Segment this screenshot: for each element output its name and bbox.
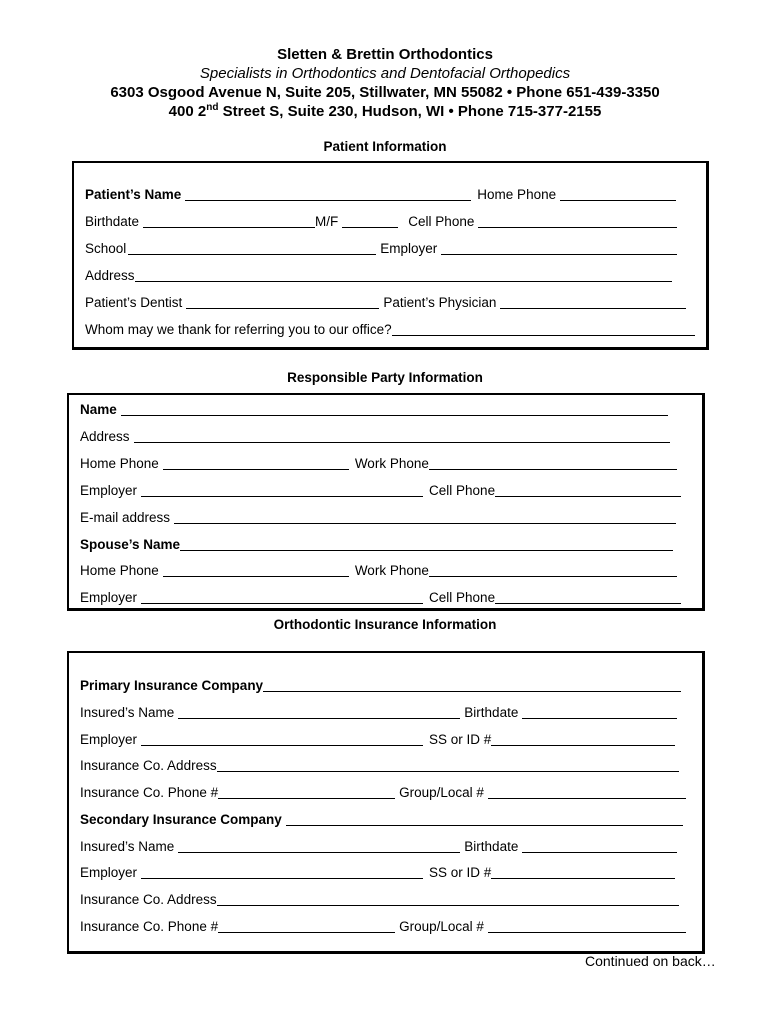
spouse-home-phone-label: Home Phone xyxy=(80,563,159,578)
primary-company-field[interactable] xyxy=(263,680,681,692)
spouse-employer-label: Employer xyxy=(80,590,138,605)
rp-address-label: Address xyxy=(80,429,130,444)
spouse-name-row xyxy=(80,537,673,553)
physician-label: Patient’s Physician xyxy=(383,295,497,310)
patient-address-label: Address xyxy=(85,268,135,283)
patient-home-phone-field[interactable] xyxy=(560,189,676,201)
secondary-employer-field[interactable] xyxy=(141,867,423,879)
secondary-group-label: Group/Local # xyxy=(399,919,484,934)
physician-field[interactable] xyxy=(500,297,686,309)
secondary-group-field[interactable] xyxy=(488,921,686,933)
referral-field[interactable] xyxy=(392,324,695,336)
spouse-cell-phone-field[interactable] xyxy=(495,592,681,604)
secondary-insured-name-label: Insured’s Name xyxy=(80,839,175,854)
secondary-insured-name-field[interactable] xyxy=(178,841,460,853)
secondary-co-address-row xyxy=(80,892,679,908)
referral-label: Whom may we thank for referring you to our office? xyxy=(85,322,392,337)
birthdate-label: Birthdate xyxy=(85,214,140,229)
rp-home-phone-field[interactable] xyxy=(163,458,349,470)
primary-birthdate-field[interactable] xyxy=(522,707,677,719)
dentist-field[interactable] xyxy=(186,297,379,309)
rp-work-phone-label: Work Phone xyxy=(354,456,429,471)
secondary-co-phone-label: Insurance Co. Phone # xyxy=(80,919,219,934)
primary-co-phone-label: Insurance Co. Phone # xyxy=(80,785,219,800)
primary-employer-label: Employer xyxy=(80,732,138,747)
spouse-employer-row xyxy=(80,590,681,606)
secondary-company-field[interactable] xyxy=(286,814,683,826)
secondary-co-phone-row xyxy=(80,919,686,935)
rp-name-row xyxy=(80,402,668,418)
patient-birthdate-row xyxy=(85,214,677,230)
patient-employer-field[interactable] xyxy=(441,243,677,255)
primary-group-field[interactable] xyxy=(488,787,686,799)
secondary-company-label: Secondary Insurance Company xyxy=(80,812,282,827)
rp-employer-label: Employer xyxy=(80,483,138,498)
primary-company-label: Primary Insurance Company xyxy=(80,678,264,693)
patient-address-field[interactable] xyxy=(135,270,672,282)
rp-home-phone-label: Home Phone xyxy=(80,456,159,471)
secondary-ss-id-field[interactable] xyxy=(491,867,675,879)
insurance-title: Orthodontic Insurance Information xyxy=(273,617,497,632)
rp-email-field[interactable] xyxy=(174,512,676,524)
spouse-cell-phone-label: Cell Phone xyxy=(429,590,496,605)
hudson-address xyxy=(0,103,770,120)
spouse-employer-field[interactable] xyxy=(141,592,423,604)
secondary-ss-id-label: SS or ID # xyxy=(429,865,492,880)
patient-info-title: Patient Information xyxy=(323,139,447,154)
primary-co-address-field[interactable] xyxy=(217,760,679,772)
primary-co-address-row xyxy=(80,758,679,774)
rp-name-field[interactable] xyxy=(121,404,668,416)
secondary-birthdate-label: Birthdate xyxy=(464,839,519,854)
primary-insured-name-field[interactable] xyxy=(178,707,460,719)
primary-co-phone-row xyxy=(80,785,686,801)
insurance-box xyxy=(67,651,705,954)
rp-work-phone-field[interactable] xyxy=(429,458,677,470)
practice-name: Sletten & Brettin Orthodontics xyxy=(277,46,493,63)
patient-name-field[interactable] xyxy=(185,189,471,201)
birthdate-field[interactable] xyxy=(143,216,315,228)
rp-cell-phone-field[interactable] xyxy=(495,485,681,497)
secondary-employer-label: Employer xyxy=(80,865,138,880)
secondary-employer-row xyxy=(80,865,675,881)
rp-phone-row xyxy=(80,456,677,472)
rp-email-label: E-mail address xyxy=(80,510,171,525)
rp-employer-row xyxy=(80,483,681,499)
mf-field[interactable] xyxy=(342,216,398,228)
dentist-label: Patient’s Dentist xyxy=(85,295,183,310)
practice-tagline: Specialists in Orthodontics and Dentofacial Orthopedics xyxy=(199,65,571,82)
patient-cell-phone-field[interactable] xyxy=(478,216,677,228)
primary-group-label: Group/Local # xyxy=(399,785,484,800)
primary-employer-row xyxy=(80,732,675,748)
secondary-insured-row xyxy=(80,839,677,855)
responsible-party-title: Responsible Party Information xyxy=(287,370,483,385)
ordinal-suffix: nd xyxy=(206,102,219,113)
secondary-co-address-field[interactable] xyxy=(217,894,679,906)
primary-co-phone-field[interactable] xyxy=(218,787,395,799)
primary-birthdate-label: Birthdate xyxy=(464,705,519,720)
secondary-co-phone-field[interactable] xyxy=(218,921,395,933)
secondary-birthdate-field[interactable] xyxy=(522,841,677,853)
primary-ss-id-field[interactable] xyxy=(491,734,675,746)
secondary-co-address-label: Insurance Co. Address xyxy=(80,892,217,907)
patient-employer-label: Employer xyxy=(380,241,438,256)
patient-cell-phone-label: Cell Phone xyxy=(408,214,475,229)
spouse-work-phone-field[interactable] xyxy=(429,565,677,577)
hudson-address-rest: Street S, Suite 230, Hudson, WI • Phone 715-377-2155 xyxy=(218,103,602,120)
primary-insured-name-label: Insured’s Name xyxy=(80,705,175,720)
primary-ss-id-label: SS or ID # xyxy=(429,732,492,747)
spouse-work-phone-label: Work Phone xyxy=(354,563,429,578)
spouse-home-phone-field[interactable] xyxy=(163,565,349,577)
spouse-name-label: Spouse’s Name xyxy=(80,537,181,552)
primary-co-address-label: Insurance Co. Address xyxy=(80,758,217,773)
school-label: School xyxy=(85,241,127,256)
secondary-company-row xyxy=(80,812,683,828)
hudson-address-number: 400 2 xyxy=(168,103,207,120)
patient-address-row xyxy=(85,268,672,284)
primary-insured-row xyxy=(80,705,677,721)
patient-school-row xyxy=(85,241,677,257)
rp-address-row xyxy=(80,429,670,445)
mf-label: M/F xyxy=(315,214,339,229)
rp-cell-phone-label: Cell Phone xyxy=(429,483,496,498)
spouse-name-field[interactable] xyxy=(180,539,673,551)
referral-row xyxy=(85,322,695,338)
patient-dentist-row xyxy=(85,295,686,311)
rp-email-row xyxy=(80,510,676,526)
patient-name-row xyxy=(85,187,676,203)
school-field[interactable] xyxy=(128,243,376,255)
continued-on-back: Continued on back… xyxy=(585,953,716,969)
patient-home-phone-label: Home Phone xyxy=(477,187,557,202)
rp-employer-field[interactable] xyxy=(141,485,423,497)
stillwater-address: 6303 Osgood Avenue N, Suite 205, Stillwater, MN 55082 • Phone 651-439-3350 xyxy=(110,84,660,101)
primary-company-row xyxy=(80,678,681,694)
rp-name-label: Name xyxy=(80,402,117,417)
patient-name-label: Patient’s Name xyxy=(85,187,182,202)
rp-address-field[interactable] xyxy=(134,431,670,443)
spouse-phone-row xyxy=(80,563,677,579)
primary-employer-field[interactable] xyxy=(141,734,423,746)
